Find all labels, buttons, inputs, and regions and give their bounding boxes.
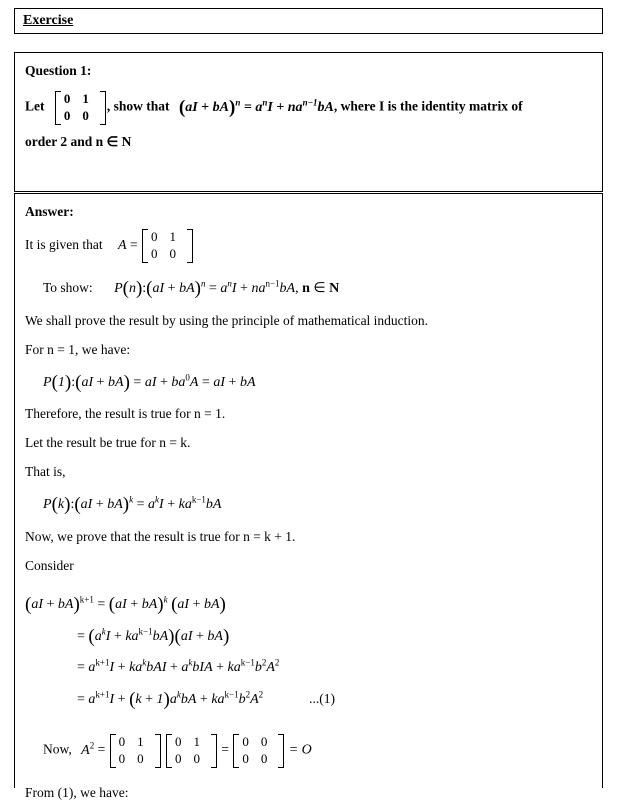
equals-sign: = xyxy=(97,741,106,757)
that-is-line: That is, xyxy=(25,464,66,479)
now-prove-line: Now, we prove that the result is true for n = k + 1. xyxy=(25,528,296,544)
matrix-cell: 0 xyxy=(174,750,182,766)
a-squared-line: Now, $A^2$ = 0 1 0 0 0 1 0 0 = 0 0 0 0 = O xyxy=(43,733,312,766)
eq-pk: P(k):(aI + $bA)^k = a^kI + ka^{k-1}bA$ xyxy=(43,493,222,515)
now-label: Now, xyxy=(43,741,72,757)
to-show-line xyxy=(43,277,592,301)
eq-main-row-1: (aI + bA)$^{k+1}$ = (aI + bA)$^k$ (aI + bA) xyxy=(25,593,226,615)
matrix-cell: 0 xyxy=(260,750,268,766)
given-A-symbol: A xyxy=(118,238,127,253)
question-matrix-a xyxy=(55,91,106,125)
a-squared-matrix-1 xyxy=(110,734,161,768)
question-showthat: , show that xyxy=(106,98,170,114)
consider-line: Consider xyxy=(25,557,74,573)
matrix-cell: 0 xyxy=(260,733,268,749)
a-squared-matrix-3 xyxy=(233,734,284,768)
matrix-cell: 0 xyxy=(169,245,176,261)
a-squared-symbol: $A^2$ xyxy=(81,740,95,758)
eq-main-tag: ...(1) xyxy=(309,691,336,706)
question-identity-equation: $(aI + bA)^n = a^nI + na^{n-1}bA$ xyxy=(178,96,334,118)
page-title: Exercise xyxy=(23,13,74,28)
matrix-cell: 0 xyxy=(63,107,71,123)
question-tail: , where I is the identity matrix of xyxy=(333,98,523,114)
eq-main-block xyxy=(25,586,592,713)
matrix-cell: 1 xyxy=(169,228,176,244)
matrix-cell: 0 xyxy=(242,733,249,749)
matrix-cell: 0 xyxy=(63,90,71,106)
to-show-label: To show: xyxy=(43,280,93,296)
a-squared-matrix-2 xyxy=(166,734,217,768)
true-n1-line: Therefore, the result is true for n = 1. xyxy=(25,406,226,422)
matrix-cell: 0 xyxy=(137,750,144,766)
matrix-cell: 0 xyxy=(174,733,182,749)
answer-box xyxy=(14,193,603,800)
matrix-cell: 0 xyxy=(150,245,158,261)
matrix-cell: 0 xyxy=(118,733,126,749)
exercise-header-box xyxy=(14,8,603,34)
from-1-line: From (1), we have: xyxy=(25,784,129,800)
answer-matrix-a xyxy=(142,229,193,263)
matrix-cell: 0 xyxy=(82,107,89,123)
question-box xyxy=(14,52,603,192)
a-squared-result: = O xyxy=(288,742,312,758)
given-text: It is given that xyxy=(25,237,103,252)
eq-main-row-3: = $a^{k+1}I + ka^kbAI + a^kbIA + ka^{k-1}b^2A^2$ xyxy=(77,657,280,676)
matrix-cell: 0 xyxy=(193,750,200,766)
matrix-cell: 0 xyxy=(150,228,158,244)
eq-main-row-4: = $a^{k+1}I + (k + 1)a^kbA + ka^{k-1}b^2A^2$ ...(1) xyxy=(77,688,336,710)
question-let-word: Let xyxy=(25,98,45,114)
eq-p1: P(1):(aI + bA) = aI + $ba^0A$ = aI + bA xyxy=(43,371,256,393)
question-tail2: order 2 and n ∈ N xyxy=(25,133,132,149)
matrix-cell: 1 xyxy=(137,733,144,749)
answer-given-line: It is given that A = 0 1 0 0 xyxy=(25,226,592,265)
question-label: Question 1: xyxy=(25,63,92,78)
let-k-line: Let the result be true for n = k. xyxy=(25,435,191,451)
eq-main-row-2: = $(a^kI + ka^{k-1}bA)(aI + bA)$ xyxy=(77,625,230,647)
matrix-cell: 1 xyxy=(193,733,200,749)
answer-label: Answer: xyxy=(25,204,74,219)
to-show-equation: P(n):(aI + $bA)^n = a^nI + na^{n-1}bA$, n ∈ N xyxy=(114,278,340,299)
question-statement xyxy=(25,85,592,125)
principle-line: We shall prove the result by using the principle of mathematical induction. xyxy=(25,312,429,328)
matrix-cell: 0 xyxy=(118,750,126,766)
for-n1-line: For n = 1, we have: xyxy=(25,341,131,357)
matrix-cell: 1 xyxy=(82,90,89,106)
matrix-cell: 0 xyxy=(242,750,249,766)
